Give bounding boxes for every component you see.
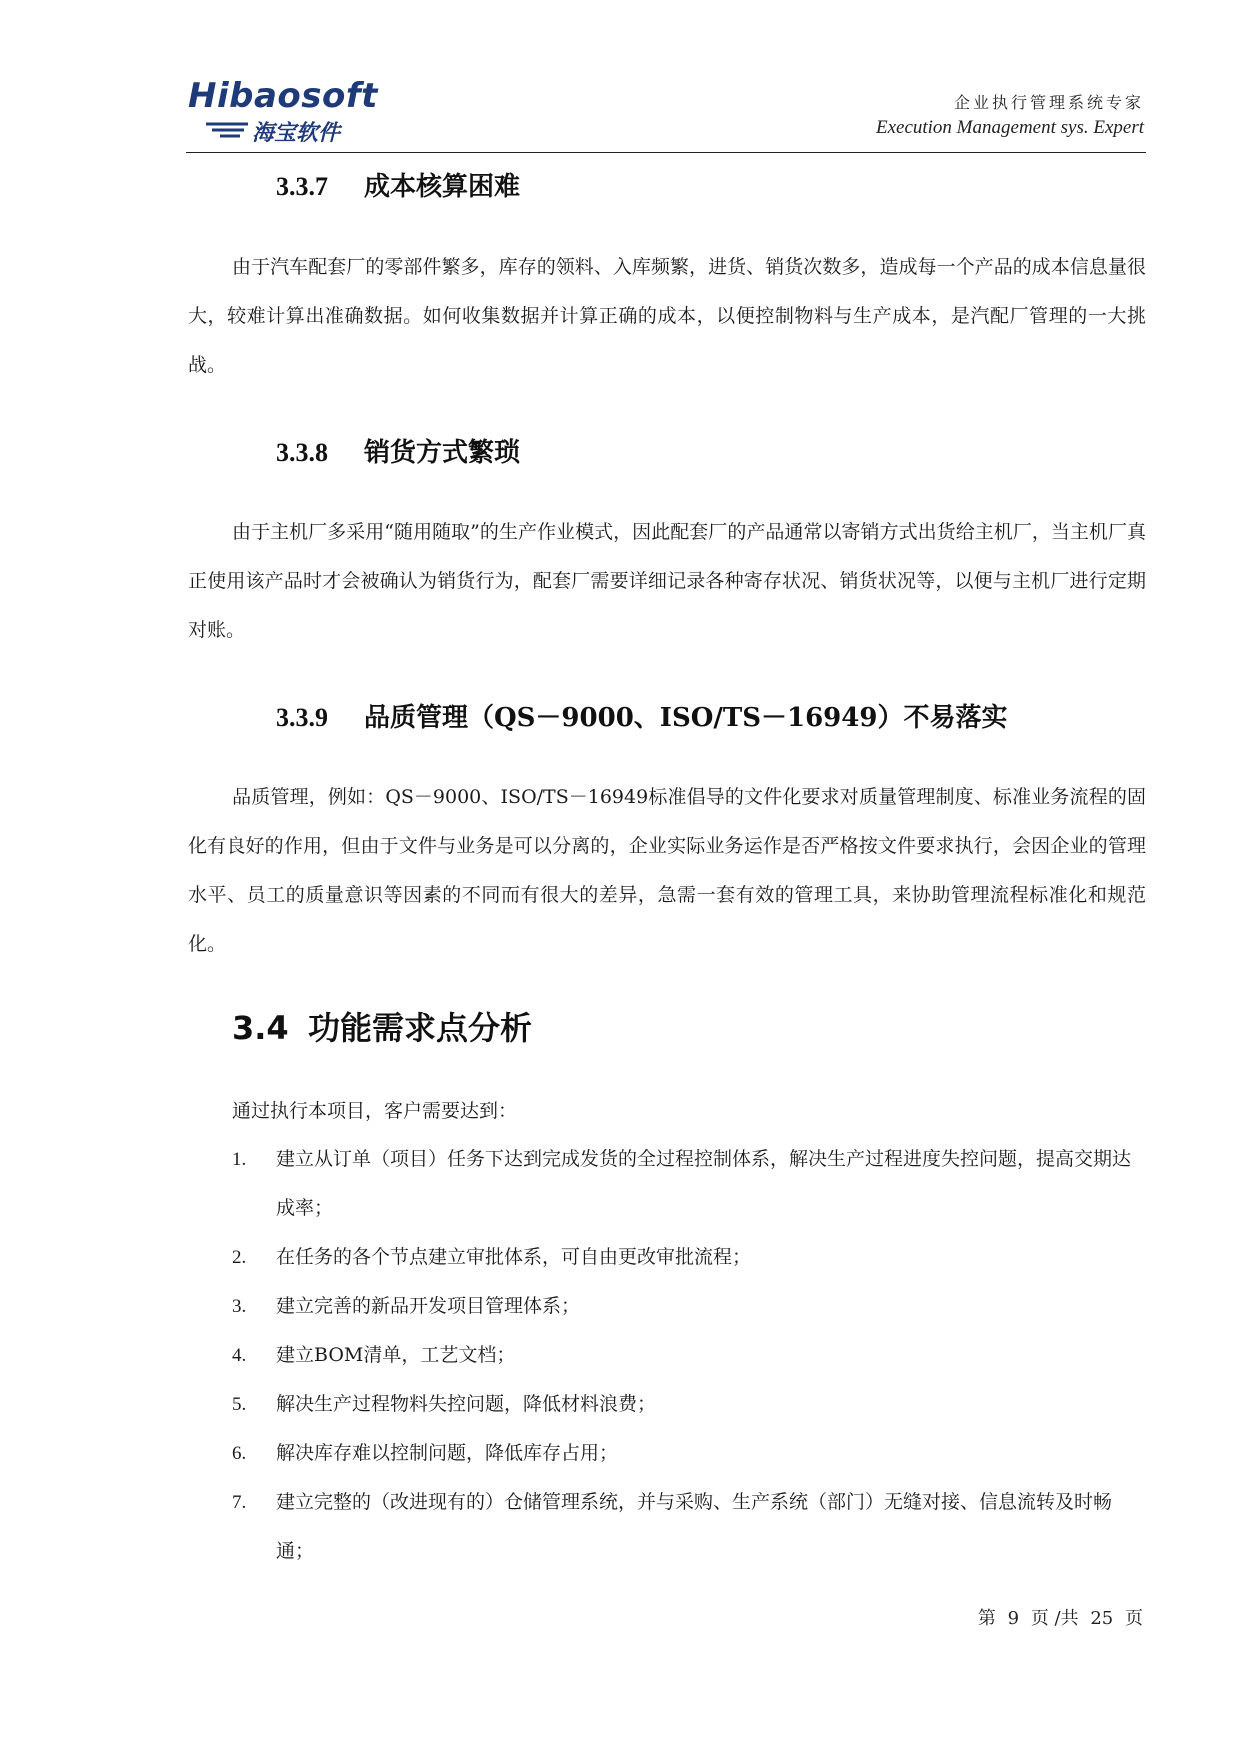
section-paragraph-3-3-7	[188, 243, 1146, 390]
list-item-number: 7.	[232, 1492, 247, 1513]
paragraph-text: 品质管理，例如：QS－9000、ISO/TS－16949标准倡导的文件化要求对质量管理制度、标准业务流程的固化有良好的作用，但由于文件与业务是可以分离的，企业实际业务运作是否严格按文件要求执行，会因企业的管理水平、员工的质量意识等因素的不同而有很大的差异，急需一套有效的管理工具，来协助管理流程标准化和规范化。	[188, 786, 1146, 955]
paragraph-text: 由于汽车配套厂的零部件繁多，库存的领料、入库频繁，进货、销货次数多，造成每一个产品的成本信息量很大，较难计算出准确数据。如何收集数据并计算正确的成本，以便控制物料与生产成本，是汽配厂管理的一大挑战。	[188, 256, 1146, 376]
paragraph-text: 由于主机厂多采用“随用随取”的生产作业模式，因此配套厂的产品通常以寄销方式出货给主机厂，当主机厂真正使用该产品时才会被确认为销货行为，配套厂需要详细记录各种寄存状况、销货状况等，以便与主机厂进行定期对账。	[188, 521, 1146, 641]
list-item-number: 5.	[232, 1394, 247, 1415]
list-item-text: 建立BOM清单，工艺文档；	[276, 1344, 516, 1366]
list-item	[232, 1282, 1146, 1331]
page-label-suffix: 页	[1125, 1608, 1143, 1629]
section-paragraph-3-3-8	[188, 508, 1146, 655]
section-title: 成本核算困难	[364, 172, 521, 202]
list-item-text: 建立从订单（项目）任务下达到完成发货的全过程控制体系，解决生产过程进度失控问题，提高交期达成率；	[276, 1148, 1132, 1219]
tagline-english: Execution Management sys. Expert	[875, 117, 1144, 138]
section-number: 3.3.8	[276, 438, 328, 467]
page-number: 9	[1007, 1608, 1020, 1629]
section-number: 3.3.9	[276, 703, 328, 732]
section-number: 3.4	[232, 1009, 289, 1047]
section-number: 3.3.7	[276, 172, 328, 201]
list-item-text: 建立完善的新品开发项目管理体系；	[276, 1295, 581, 1317]
list-item-text: 解决库存难以控制问题，降低库存占用；	[276, 1442, 619, 1464]
logo-swoosh-icon	[204, 118, 254, 142]
page-footer	[972, 1604, 1143, 1630]
section-heading-3-3-8	[276, 432, 520, 469]
list-item-text: 建立完整的（改进现有的）仓储管理系统，并与采购、生产系统（部门）无缝对接、信息流转及时畅通；	[276, 1491, 1113, 1562]
list-item-number: 4.	[232, 1345, 247, 1366]
page-label-prefix: 第	[977, 1608, 996, 1629]
list-item	[232, 1233, 1146, 1282]
section-title: 功能需求点分析	[308, 1009, 533, 1047]
total-pages: 25	[1090, 1608, 1114, 1629]
tagline-chinese: 企业执行管理系统专家	[953, 93, 1144, 112]
list-item	[232, 1331, 1146, 1380]
list-item-number: 3.	[232, 1296, 247, 1317]
section-paragraph-3-3-9	[188, 773, 1146, 969]
logo-wordmark: Hibaosoft	[188, 76, 378, 116]
section-heading-3-3-7	[276, 166, 520, 203]
section-heading-3-3-9	[276, 697, 1007, 734]
list-item	[232, 1429, 1146, 1478]
list-item-number: 1.	[232, 1149, 247, 1170]
page-header	[186, 70, 1146, 153]
section-title: 品质管理（QS－9000、ISO/TS－16949）不易落实	[364, 703, 1008, 733]
list-item-text: 解决生产过程物料失控问题，降低材料浪费；	[276, 1393, 657, 1415]
list-item-number: 2.	[232, 1247, 247, 1268]
page-label-mid: 页 /共	[1030, 1608, 1079, 1629]
logo-chinese-name: 海宝软件	[252, 121, 341, 146]
list-item	[232, 1478, 1146, 1576]
section-heading-3-4	[232, 1003, 532, 1049]
list-item-number: 6.	[232, 1443, 247, 1464]
requirements-list	[232, 1135, 1146, 1576]
list-item	[232, 1135, 1146, 1233]
list-item-text: 在任务的各个节点建立审批体系，可自由更改审批流程；	[276, 1246, 752, 1268]
section-title: 销货方式繁琐	[364, 438, 521, 468]
company-logo	[186, 76, 386, 146]
list-item	[232, 1380, 1146, 1429]
header-tagline	[876, 90, 1144, 139]
requirements-intro: 通过执行本项目，客户需要达到：	[232, 1100, 518, 1122]
